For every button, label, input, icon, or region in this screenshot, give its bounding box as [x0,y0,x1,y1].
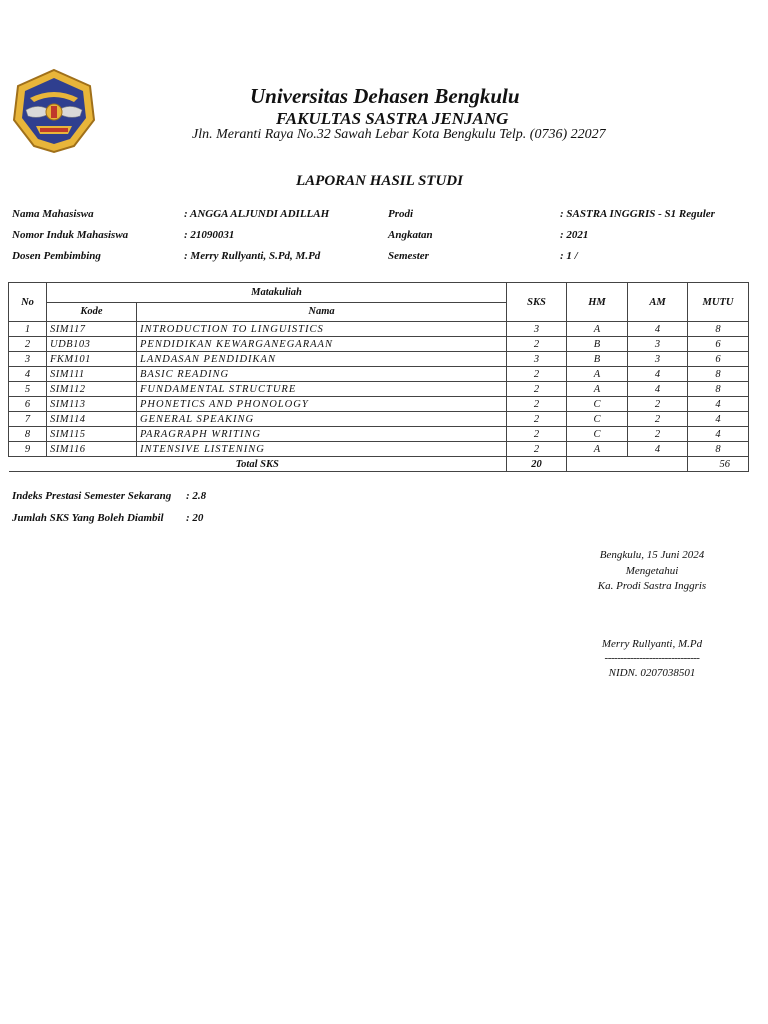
row-nama: INTRODUCTION TO LINGUISTICS [137,322,507,337]
signer-position: Ka. Prodi Sastra Inggris [597,580,707,592]
row-sks: 2 [507,382,567,397]
acknowledged: Mengetahui [625,565,679,577]
table-row [9,337,749,352]
header-am: AM [628,283,688,322]
ips-label: Indeks Prestasi Semester Sekarang [12,490,172,502]
row-sks: 3 [507,322,567,337]
row-hm: B [567,352,628,367]
university-name: Universitas Dehasen Bengkulu [250,84,520,108]
table-row [9,427,749,442]
signature-line: ------------------------------ [604,652,700,664]
table-row [9,367,749,382]
row-mutu: 8 [688,382,749,397]
row-kode: SIM114 [47,412,137,427]
row-am: 4 [628,367,688,382]
table-row [9,352,749,367]
row-mutu: 4 [688,397,749,412]
row-am: 4 [628,382,688,397]
row-am: 3 [628,352,688,367]
row-am: 2 [628,427,688,442]
row-hm: C [567,397,628,412]
row-sks: 2 [507,442,567,457]
total-label: Total SKS [9,457,507,472]
row-sks: 2 [507,412,567,427]
prodi-value: : SASTRA INGGRIS - S1 Reguler [560,208,715,220]
total-row [9,457,749,472]
row-mutu: 4 [688,427,749,442]
row-no: 8 [9,427,47,442]
row-kode: SIM112 [47,382,137,397]
row-no: 4 [9,367,47,382]
row-mutu: 8 [688,442,749,457]
row-kode: SIM116 [47,442,137,457]
row-am: 4 [628,442,688,457]
semester-value: : 1 / [560,250,578,262]
row-mutu: 4 [688,412,749,427]
row-sks: 3 [507,352,567,367]
row-mutu: 6 [688,352,749,367]
row-kode: FKM101 [47,352,137,367]
header-matakuliah: Matakuliah [47,283,507,303]
signer-name: Merry Rullyanti, M.Pd [601,638,703,650]
total-empty [567,457,688,472]
row-nama: PARAGRAPH WRITING [137,427,507,442]
row-hm: A [567,442,628,457]
advisor-value: : Merry Rullyanti, S.Pd, M.Pd [184,250,321,262]
name-value: : ANGGA ALJUNDI ADILLAH [184,208,330,220]
row-nama: LANDASAN PENDIDIKAN [137,352,507,367]
table-row [9,322,749,337]
row-no: 5 [9,382,47,397]
row-hm: C [567,412,628,427]
row-sks: 2 [507,427,567,442]
row-sks: 2 [507,397,567,412]
row-no: 1 [9,322,47,337]
angkatan-label: Angkatan [388,229,433,241]
row-nama: GENERAL SPEAKING [137,412,507,427]
ips-value: : 2.8 [186,490,207,502]
row-kode: SIM117 [47,322,137,337]
total-sks: 20 [507,457,567,472]
header-kode: Kode [47,302,137,322]
row-no: 3 [9,352,47,367]
row-am: 2 [628,412,688,427]
header-sks: SKS [507,283,567,322]
university-logo [10,68,98,154]
row-kode: UDB103 [47,337,137,352]
row-mutu: 8 [688,322,749,337]
row-hm: A [567,382,628,397]
row-nama: PHONETICS AND PHONOLOGY [137,397,507,412]
row-mutu: 8 [688,367,749,382]
row-mutu: 6 [688,337,749,352]
row-am: 4 [628,322,688,337]
address-line: Jln. Meranti Raya No.32 Sawah Lebar Kota Bengkulu Telp. (0736) 22027 [192,127,606,142]
row-hm: C [567,427,628,442]
row-sks: 2 [507,367,567,382]
place-date: Bengkulu, 15 Juni 2024 [599,549,705,561]
header-no: No [9,283,47,322]
row-am: 3 [628,337,688,352]
row-hm: B [567,337,628,352]
row-nama: FUNDAMENTAL STRUCTURE [137,382,507,397]
header-mutu: MUTU [688,283,749,322]
row-sks: 2 [507,337,567,352]
table-row [9,412,749,427]
row-kode: SIM111 [47,367,137,382]
row-no: 2 [9,337,47,352]
nim-value: : 21090031 [184,229,235,241]
table-row [9,442,749,457]
table-row [9,382,749,397]
row-hm: A [567,367,628,382]
nim-label: Nomor Induk Mahasiswa [12,229,129,241]
allowed-sks-value: : 20 [186,512,204,524]
row-no: 7 [9,412,47,427]
grades-table [8,282,749,472]
prodi-label: Prodi [388,208,414,220]
row-no: 6 [9,397,47,412]
document-title: LAPORAN HASIL STUDI [296,173,463,189]
faculty-name: FAKULTAS SASTRA JENJANG [276,109,509,128]
row-kode: SIM115 [47,427,137,442]
semester-label: Semester [388,250,429,262]
header-nama: Nama [137,302,507,322]
signer-nidn: NIDN. 0207038501 [608,667,696,679]
total-mutu: 56 [688,457,749,472]
row-no: 9 [9,442,47,457]
advisor-label: Dosen Pembimbing [12,250,101,262]
allowed-sks-label: Jumlah SKS Yang Boleh Diambil [12,512,164,524]
row-nama: BASIC READING [137,367,507,382]
angkatan-value: : 2021 [560,229,589,241]
row-nama: PENDIDIKAN KEWARGANEGARAAN [137,337,507,352]
row-hm: A [567,322,628,337]
table-row [9,397,749,412]
name-label: Nama Mahasiswa [12,208,94,220]
header-hm: HM [567,283,628,322]
row-kode: SIM113 [47,397,137,412]
row-nama: INTENSIVE LISTENING [137,442,507,457]
row-am: 2 [628,397,688,412]
